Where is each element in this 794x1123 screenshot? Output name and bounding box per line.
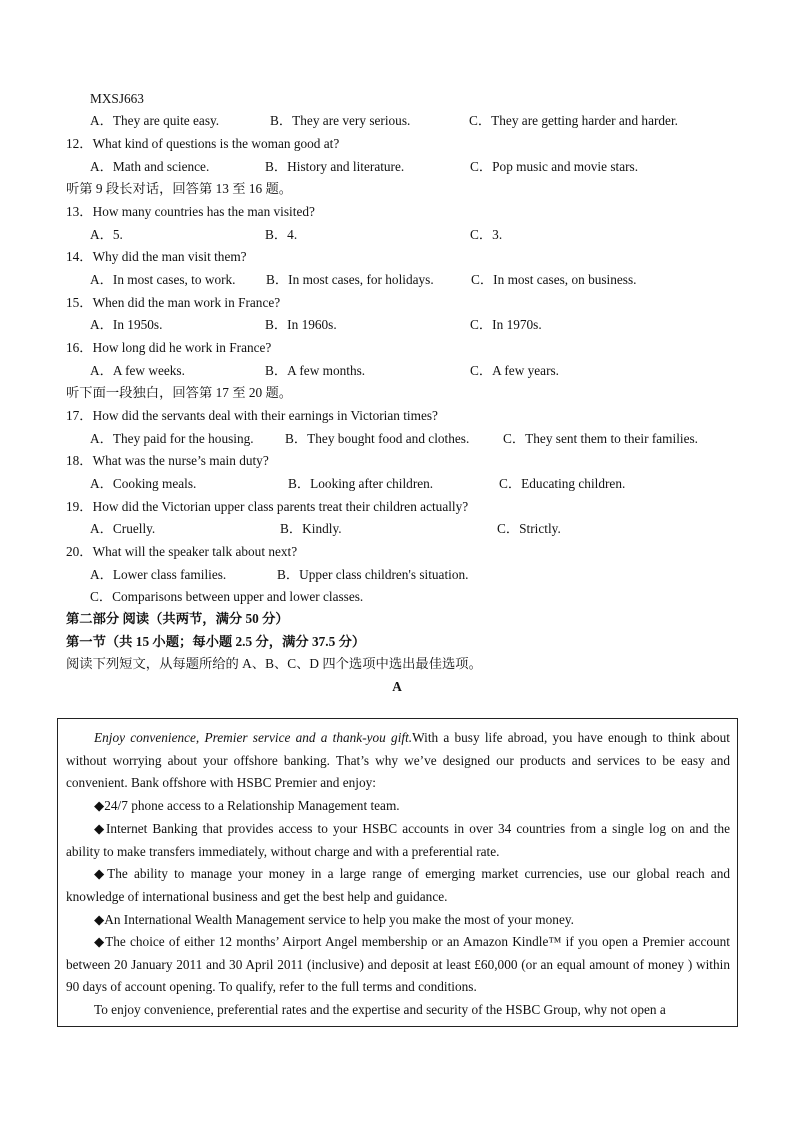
q11-options	[0, 112, 794, 130]
q19-option-a: A．Cruelly.	[90, 521, 156, 536]
q15-options	[0, 316, 794, 334]
reading-instruction: 阅读下列短文，从每题所给的 A、B、C、D 四个选项中选出最佳选项。	[66, 656, 482, 671]
q18-option-a: A．Cooking meals.	[90, 476, 197, 491]
q11-option-c: C．They are getting harder and harder.	[469, 113, 678, 128]
passage-intro-text: With a busy life abroad, you have enough to think about without worrying about your offshore banking. That’s why we’ve designed our products and services to be easy and convenient. Bank offshore with HSBC Premier and enjoy:	[66, 730, 730, 791]
q18-text: 18．What was the nurse’s main duty?	[66, 453, 269, 468]
passage-intro	[66, 727, 730, 795]
passage-bullet-4: ◆An International Wealth Management service to help you make the most of your money.	[94, 912, 574, 927]
q11-option-b: B．They are very serious.	[270, 113, 411, 128]
q20-option-c: C．Comparisons between upper and lower classes.	[90, 589, 364, 604]
q17-option-c: C．They sent them to their families.	[503, 431, 698, 446]
q14-option-b: B．In most cases, for holidays.	[266, 272, 434, 287]
q20-text: 20．What will the speaker talk about next?	[66, 544, 298, 559]
q12-option-b: B．History and literature.	[265, 159, 405, 174]
q19-options	[0, 520, 794, 538]
q18-option-b: B．Looking after children.	[288, 476, 434, 491]
q15-option-a: A．In 1950s.	[90, 317, 163, 332]
q16-text: 16．How long did he work in France?	[66, 340, 272, 355]
q14-option-c: C．In most cases, on business.	[471, 272, 637, 287]
q11-option-a: A．They are quite easy.	[90, 113, 220, 128]
q19-option-b: B．Kindly.	[280, 521, 342, 536]
q16-option-c: C．A few years.	[470, 363, 559, 378]
q13-text: 13．How many countries has the man visited?	[66, 204, 315, 219]
q14-option-a: A．In most cases, to work.	[90, 272, 236, 287]
part2-title: 第二部分 阅读（共两节，满分 50 分）	[66, 611, 289, 626]
q13-options	[0, 226, 794, 244]
q13-option-b: B．4.	[265, 227, 298, 242]
q18-option-c: C．Educating children.	[499, 476, 626, 491]
q17-option-b: B．They bought food and clothes.	[285, 431, 470, 446]
passage-bullet-1: ◆24/7 phone access to a Relationship Management team.	[94, 798, 400, 813]
passage-intro-italic: Enjoy convenience, Premier service and a thank-you gift.	[94, 730, 413, 745]
document-code: MXSJ663	[90, 91, 144, 106]
q19-text: 19．How did the Victorian upper class parents treat their children actually?	[66, 499, 469, 514]
q16-option-a: A．A few weeks.	[90, 363, 185, 378]
q12-option-a: A．Math and science.	[90, 159, 210, 174]
q15-option-b: B．In 1960s.	[265, 317, 337, 332]
q13-option-c: C．3.	[470, 227, 503, 242]
q17-text: 17．How did the servants deal with their earnings in Victorian times?	[66, 408, 438, 423]
q20-option-b: B．Upper class children's situation.	[277, 567, 469, 582]
q13-option-a: A．5.	[90, 227, 123, 242]
q12-text: 12．What kind of questions is the woman good at?	[66, 136, 340, 151]
q12-option-c: C．Pop music and movie stars.	[470, 159, 639, 174]
passage-bullet-3: ◆The ability to manage your money in a large range of emerging market currencies, use our global reach and knowledge of international business and get the best help and guidance.	[66, 866, 730, 904]
instruction-monologue: 听下面一段独白，回答第 17 至 20 题。	[66, 385, 293, 400]
passage-label: A	[392, 679, 402, 694]
q20-options	[0, 566, 794, 584]
passage-bullet-2: ◆Internet Banking that provides access to your HSBC accounts in over 34 countries from a single log on and the ability to make transfers immediately, without charge and with a preferential rate.	[66, 821, 730, 859]
q14-options	[0, 271, 794, 289]
q14-text: 14．Why did the man visit them?	[66, 249, 247, 264]
q17-option-a: A．They paid for the housing.	[90, 431, 254, 446]
q12-options	[0, 158, 794, 176]
q16-option-b: B．A few months.	[265, 363, 366, 378]
q15-option-c: C．In 1970s.	[470, 317, 542, 332]
instruction-dialogue-9: 听第 9 段长对话，回答第 13 至 16 题。	[66, 181, 293, 196]
passage-a-box	[57, 718, 738, 1027]
q16-options	[0, 362, 794, 380]
q18-options	[0, 475, 794, 493]
q17-options	[0, 430, 794, 448]
q15-text: 15．When did the man work in France?	[66, 295, 281, 310]
passage-bullet-5: ◆The choice of either 12 months’ Airport Angel membership or an Amazon Kindle™ if you open a Premier account between 20 January 2011 and 30 April 2011 (inclusive) and deposit at least £60,000 (or an equal amount of money ) within 90 days of account opening. To qualify, refer to the full terms and conditions.	[66, 934, 730, 995]
passage-closing: To enjoy convenience, preferential rates and the expertise and security of the HSBC Group, why not open a	[94, 1002, 666, 1017]
section1-title: 第一节（共 15 小题；每小题 2.5 分，满分 37.5 分）	[66, 634, 366, 649]
q20-option-a: A．Lower class families.	[90, 567, 227, 582]
q19-option-c: C．Strictly.	[497, 521, 561, 536]
